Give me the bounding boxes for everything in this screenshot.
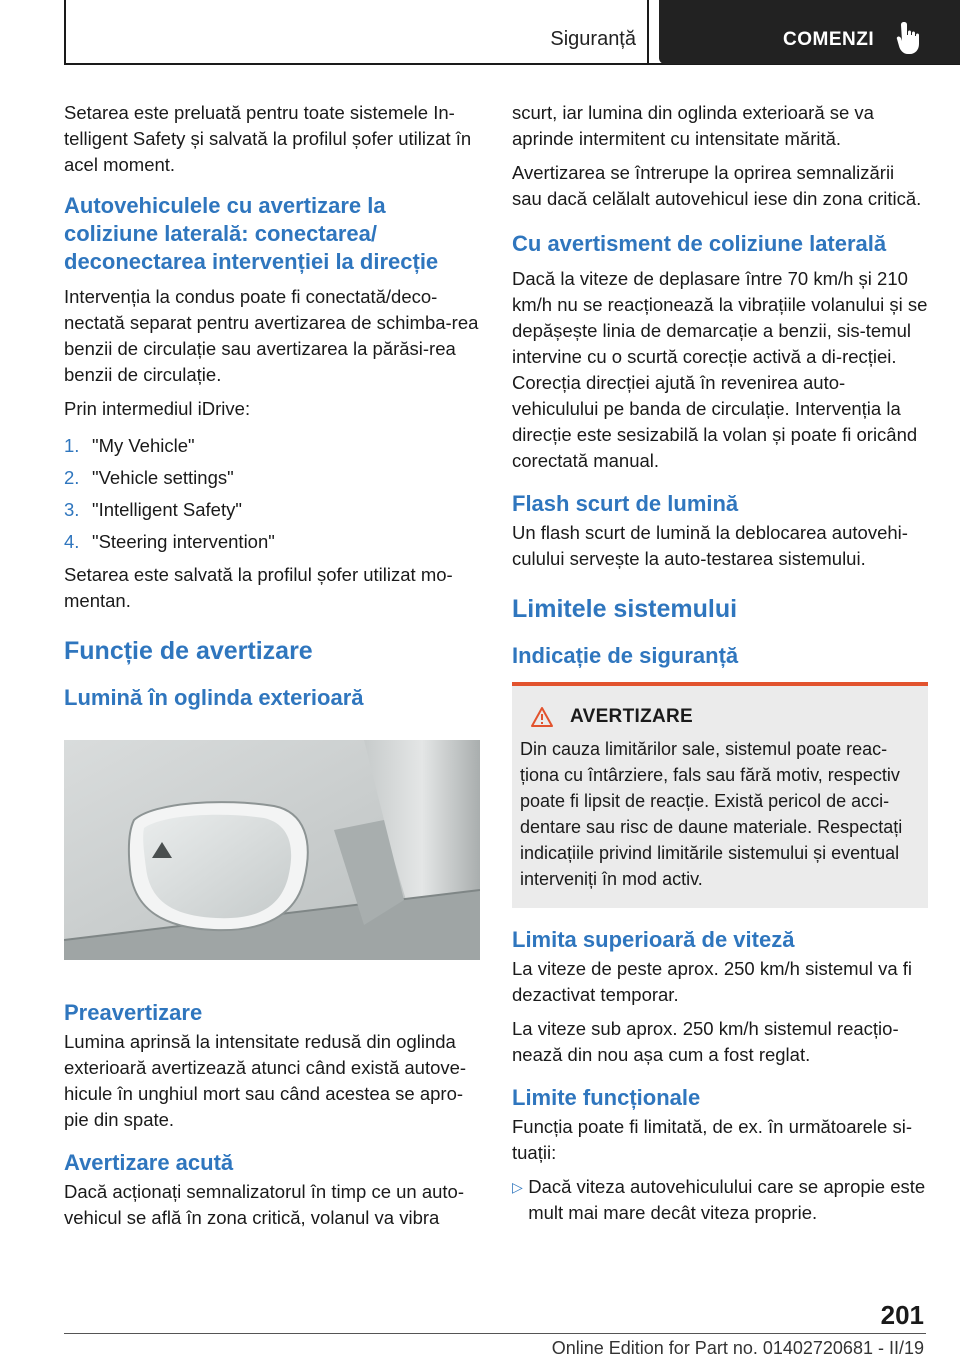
heading-acute-warning: Avertizare acută [64, 1150, 234, 1175]
paragraph-light-flash: Un flash scurt de lumină la deblocarea autovehi‐culului servește la auto-testarea sistemului. [512, 522, 908, 569]
step-number: 1. [64, 435, 80, 456]
paragraph-acute-warning: Dacă acționați semnalizatorul în timp ce un auto‐vehicul se află în zona critică, volanul va vibra [64, 1181, 465, 1228]
footer-rule [64, 1333, 926, 1334]
warning-triangle-icon [530, 706, 554, 728]
paragraph-pre-warning: Lumina aprinsă la intensitate redusă din oglinda exterioară avertizează atunci când există autove‐hicule în unghiul mort sau când acestea se apro‐pie din spate. [64, 1031, 467, 1130]
pointing-hand-icon [894, 20, 924, 56]
heading-system-limits: Limitele sistemului [512, 595, 738, 623]
left-column [64, 100, 480, 1239]
paragraph-idrive: Prin intermediul iDrive: [64, 398, 251, 419]
header-section-title[interactable]: Siguranță [550, 28, 636, 50]
bullet-marker: ▷ [512, 1179, 523, 1195]
heading-side-collision: Cu avertisment de coliziune laterală [512, 231, 887, 256]
paragraph-speed-limit-2: La viteze sub aprox. 250 km/h sistemul reacțio‐nează din nou așa cum a fost reglat. [512, 1018, 899, 1065]
step-text: "My Vehicle" [92, 435, 195, 456]
step-number: 3. [64, 499, 80, 520]
right-column [512, 100, 928, 1226]
paragraph-continued: scurt, iar lumina din oglinda exterioară se va aprinde intermitent cu intensitate mărită. [512, 102, 874, 149]
step-text: "Vehicle settings" [92, 467, 234, 488]
paragraph-stop: Avertizarea se întrerupe la oprirea semnalizării sau dacă celălalt autovehicul iese din zona critică. [512, 162, 922, 209]
intro-paragraph: Setarea este preluată pentru toate sistemele In‐telligent Safety și salvată la profilul șofer utilizat în acel moment. [64, 102, 472, 175]
paragraph-saved: Setarea este salvată la profilul șofer utilizat mo‐mentan. [64, 564, 453, 611]
list-item [512, 1174, 928, 1226]
footer-edition: Online Edition for Part no. 01402720681 - II/19 [551, 1338, 924, 1358]
chapter-tab-label: COMENZI [783, 29, 875, 50]
heading-speed-limit: Limita superioară de viteză [512, 927, 795, 952]
heading-safety-note: Indicație de siguranță [512, 643, 739, 668]
header-divider [647, 0, 649, 64]
warning-title: AVERTIZARE [570, 706, 693, 727]
idrive-steps [64, 430, 480, 558]
warning-text: Din cauza limitărilor sale, sistemul poate reac‐ționa cu întârziere, fals sau fără motiv, respectiv poate fi lipsit de reacție. Există pericol de acci‐dentare sau risc de daune materiale. Respectați indicațiile privind limitările sistemului și eventual interveniți în mod activ. [520, 739, 903, 889]
bullet-text: Dacă viteza autovehiculului care se apropie este mult mai mare decât viteza proprie. [528, 1176, 926, 1223]
heading-lateral-steering: Autovehiculele cu avertizare la coliziune laterală: conectarea/ deconectarea intervenției la direcție [64, 193, 439, 274]
paragraph-side-collision: Dacă la viteze de deplasare între 70 km/h și 210 km/h nu se reacționează la vibrațiile volanului și se depășește linia de demarcație a benzii, sis‐temul intervine cu o scurtă corecție activă a di‐recției. Corecția direcției ajută în revenirea auto‐vehiculului pe banda de circulație. Intervenția la direcție este sesizabilă la volan și poate fi oricând corectată manual. [512, 268, 928, 471]
step-number: 2. [64, 467, 80, 488]
heading-functional-limits: Limite funcționale [512, 1085, 701, 1110]
warning-box [512, 682, 928, 908]
heading-light-flash: Flash scurt de lumină [512, 491, 739, 516]
paragraph-functional-limits: Funcția poate fi limitată, de ex. în următoarele si‐tuații: [512, 1116, 912, 1163]
step-number: 4. [64, 531, 80, 552]
paragraph-speed-limit-1: La viteze de peste aprox. 250 km/h sistemul va fi dezactivat temporar. [512, 958, 913, 1005]
list-item [64, 526, 480, 558]
list-item [64, 462, 480, 494]
list-item [64, 430, 480, 462]
functional-limits-list [512, 1174, 928, 1226]
heading-warning-function: Funcție de avertizare [64, 637, 313, 665]
mirror-illustration [64, 740, 480, 960]
chapter-tab[interactable] [659, 0, 960, 64]
heading-mirror-light: Lumină în oglinda exterioară [64, 685, 364, 710]
step-text: "Intelligent Safety" [92, 499, 242, 520]
paragraph-lateral: Intervenția la condus poate fi conectată/deco‐nectată separat pentru avertizarea de schimba‐rea benzii de circulație sau avertizarea la părăsi‐rea benzii de circulație. [64, 286, 479, 385]
list-item [64, 494, 480, 526]
warning-header [520, 706, 920, 728]
page-number: 201 [880, 1300, 924, 1330]
heading-pre-warning: Preavertizare [64, 1000, 203, 1025]
step-text: "Steering intervention" [92, 531, 275, 552]
